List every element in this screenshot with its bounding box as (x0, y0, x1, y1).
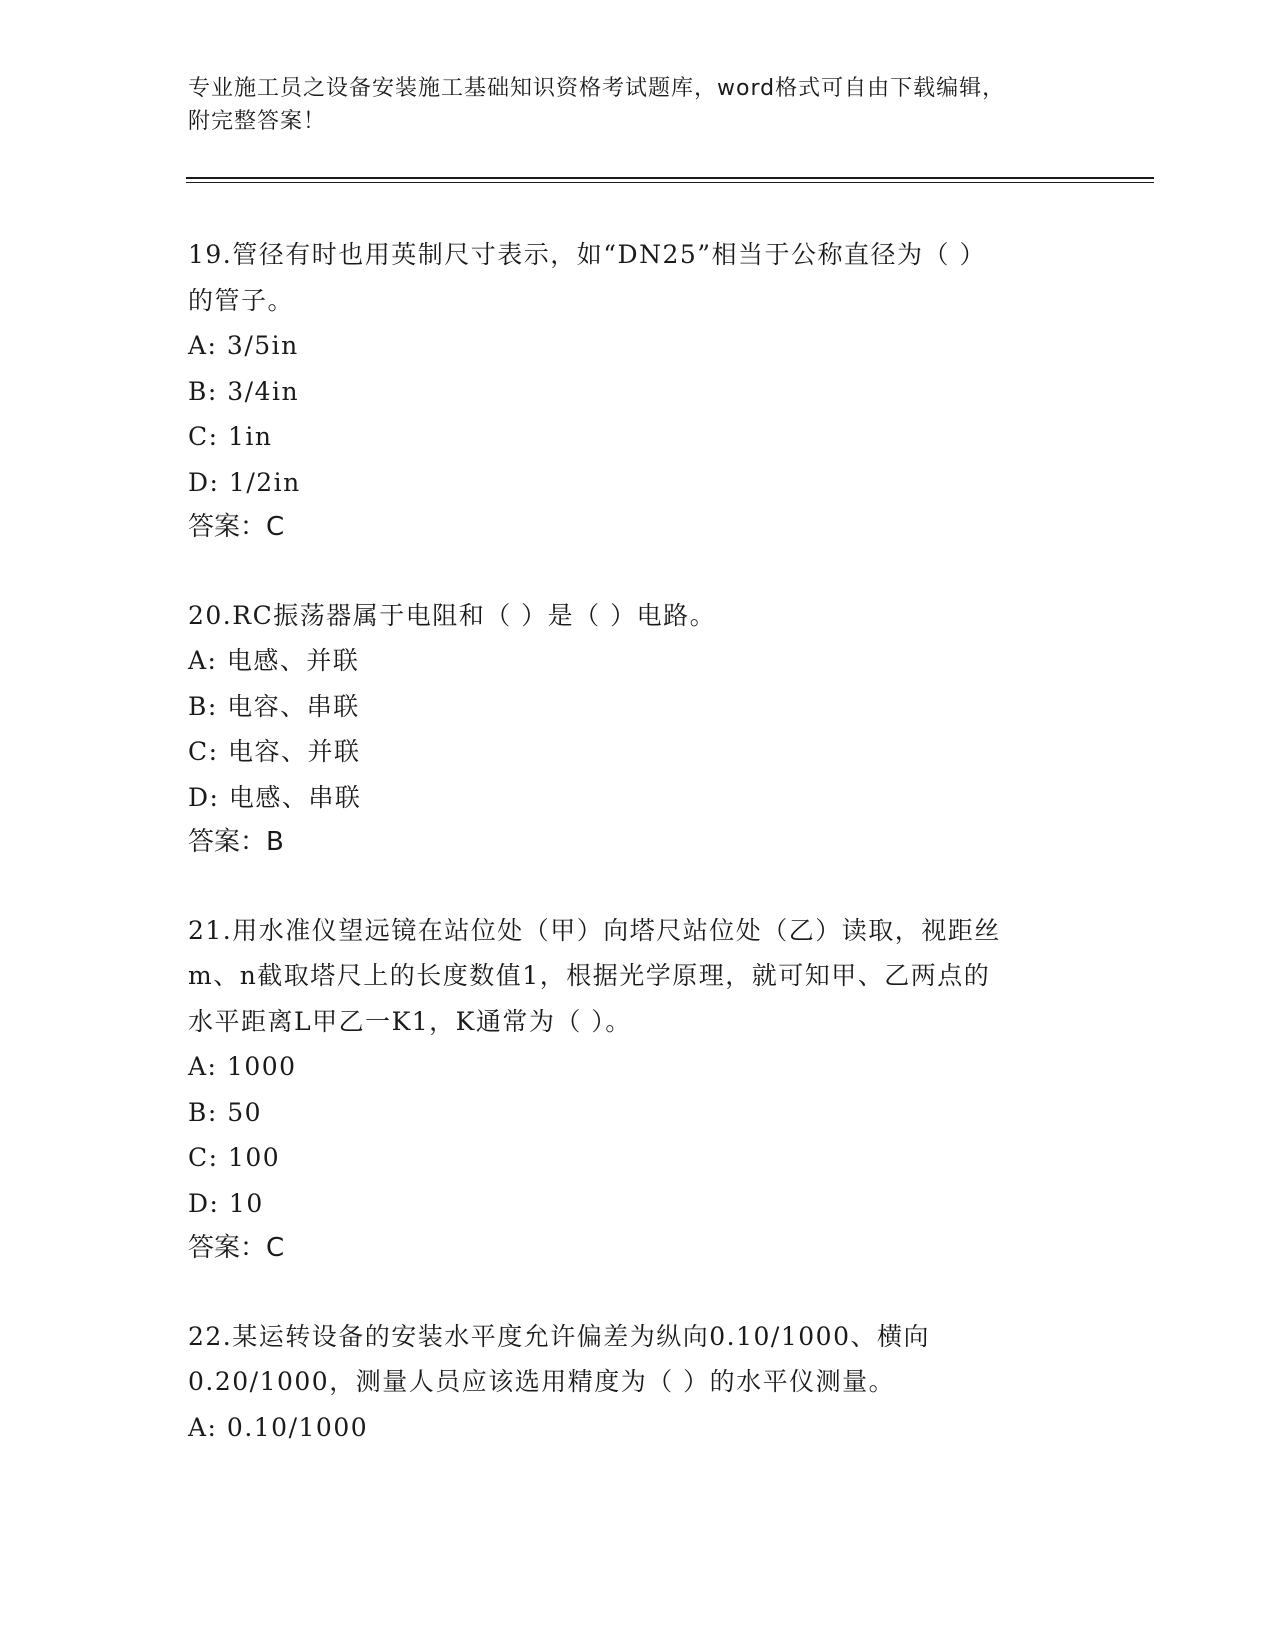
question-20 (188, 593, 1088, 866)
question-list (188, 232, 1088, 1492)
header-line-1: 专业施工员之设备安装施工基础知识资格考试题库，word格式可自由下载编辑， (188, 76, 1006, 101)
header-divider-thin (186, 182, 1154, 183)
option-b: B: 50 (188, 1097, 263, 1127)
question-stem: 20.RC振荡器属于电阻和（ ）是（ ）电路。 (188, 600, 717, 630)
option-b: B: 3/4in (188, 376, 300, 406)
document-header (188, 72, 1088, 138)
question-stem: 的管子。 (188, 285, 295, 315)
question-stem: 22.某运转设备的安装水平度允许偏差为纵向0.10/1000、横向 (188, 1321, 930, 1351)
answer: 答案：B (188, 827, 284, 857)
option-a: A: 3/5in (188, 331, 299, 360)
option-d: D: 电感、串联 (188, 782, 362, 812)
question-stem: m、n截取塔尺上的长度数值1，根据光学原理，就可知甲、乙两点的 (188, 961, 991, 990)
option-d: D: 10 (188, 1188, 264, 1218)
header-divider-thick (186, 177, 1154, 179)
question-stem: 水平距离L甲乙一K1，K通常为（ ）。 (188, 1006, 632, 1036)
question-stem: 19.管径有时也用英制尺寸表示，如“DN25”相当于公称直径为（ ） (188, 240, 986, 269)
question-stem: 21.用水准仪望远镜在站位处（甲）向塔尺站位处（乙）读取，视距丝 (188, 915, 1001, 945)
question-22 (188, 1314, 1088, 1451)
option-c: C: 电容、并联 (188, 737, 361, 766)
answer: 答案：C (188, 512, 285, 542)
option-d: D: 1/2in (188, 467, 301, 497)
question-stem: 0.20/1000，测量人员应该选用精度为（ ）的水平仪测量。 (188, 1367, 896, 1396)
question-19 (188, 232, 1088, 551)
option-a: A: 0.10/1000 (188, 1412, 369, 1442)
option-b: B: 电容、串联 (188, 691, 360, 721)
header-line-2: 附完整答案！ (188, 109, 327, 134)
option-c: C: 1in (188, 422, 273, 451)
option-a: A: 电感、并联 (188, 646, 360, 675)
answer: 答案：C (188, 1233, 285, 1263)
option-c: C: 100 (188, 1143, 281, 1172)
option-a: A: 1000 (188, 1052, 297, 1081)
question-21 (188, 908, 1088, 1272)
